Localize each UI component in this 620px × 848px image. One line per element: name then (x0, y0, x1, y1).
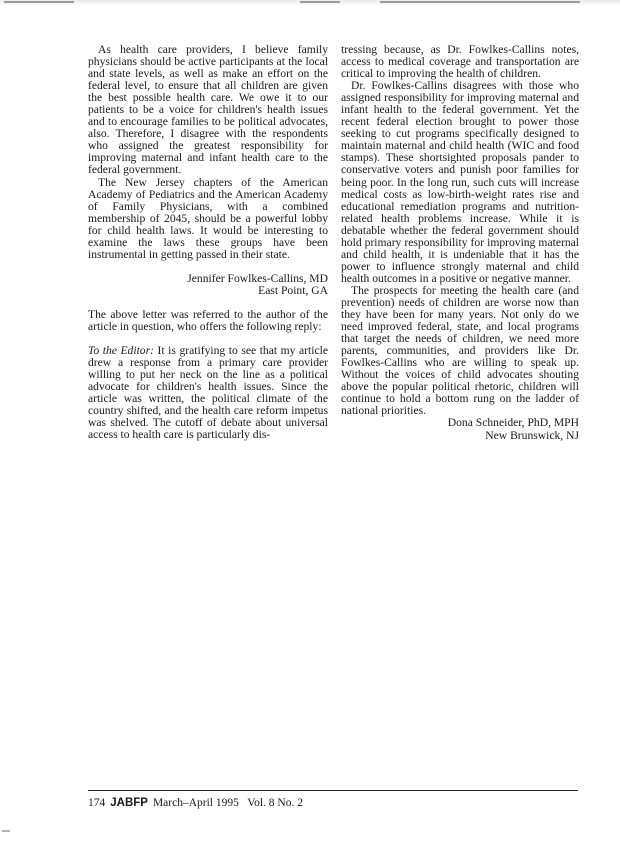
journal-name: JABFP (110, 797, 148, 809)
reply-signature-name: Dona Schneider, PhD, MPH (447, 416, 579, 430)
letter-paragraph-1: As health care providers, I believe family physicians should be active participants at the local and state levels, as well as make an effort on the federal level, to ensure that all children are given the best possible health care. We owe it to our patients to be a voice for children's health issues and to encourage families to be political advocates, also. Therefore, I disagree with the respondents who assigned the greatest responsibility for improving maternal and infant health care to the federal government. (88, 43, 328, 177)
letter-signature-location: East Point, GA (258, 283, 328, 297)
page-number: 174 (88, 797, 106, 809)
right-column (341, 44, 579, 442)
to-the-editor-label: To the Editor: (88, 344, 154, 358)
letter-signature-name: Jennifer Fowlkes-Callins, MD (187, 271, 328, 285)
referral-note: The above letter was referred to the author of the article in question, who offers the following reply: (88, 307, 328, 333)
letter-paragraph-2: The New Jersey chapters of the American Academy of Pediatrics and the American Academy of Family Physicians, with a combined membership of 2045, should be a powerful lobby for child health laws. It would be interesting to examine the laws these groups have been instrumental in getting passed in their state. (88, 175, 328, 261)
page-footer (88, 796, 303, 810)
reply-paragraph-2: Dr. Fowlkes-Callins disagrees with those who assigned responsibility for improving maternal and infant health to the federal government. Yet the recent federal election brought to power those seeking to cut programs specifically designed to maintain maternal and child health (WIC and food stamps). These shortsighted proposals pander to conservative voters and punish poor families for being poor. In the long run, such cuts will increase medical costs as low-birth-weight rates rise and educational remediation programs and nutrition-related health problems increase. While it is debatable whether the federal government should hold primary responsibility for improving maternal and child health, it is undeniable that it has the power to influence strongly maternal and child health outcomes in a positive or negative manner. (341, 79, 579, 285)
reply-paragraph-1 (88, 345, 328, 441)
scan-streak (4, 1, 74, 3)
reply-paragraph-1-text: It is gratifying to see that my article drew a response from a primary care provider willing to put her neck on the line as a political advocate for children's health issues. Since the article was written, the political climate of the country shifted, and the health care reform impetus was shelved. The cutoff of debate about universal access to health care is particularly dis- (88, 344, 328, 442)
reply-continuation: tressing because, as Dr. Fowlkes-Callins notes, access to medical coverage and transportation are critical to improving the health of children. (341, 43, 579, 81)
scan-artifact-top (0, 0, 620, 6)
issue-info: March–April 1995 Vol. 8 No. 2 (152, 797, 303, 809)
left-column (88, 44, 328, 441)
reply-paragraph-3: The prospects for meeting the health care (and prevention) needs of children are worse now than they have been for many years. Not only do we need improved federal, state, and local programs that target the needs of children, we need more parents, communities, and providers like Dr. Fowlkes-Callins who are willing to speak up. Without the voices of child advocates shouting above the popular political rhetoric, children will continue to hold a bottom rung on the ladder of national priorities. (341, 283, 579, 418)
scan-streak (300, 1, 340, 3)
scan-streak (380, 1, 580, 3)
reply-signature-location: New Brunswick, NJ (485, 428, 579, 442)
footer-rule (88, 790, 578, 791)
scan-edge-mark (2, 830, 10, 832)
